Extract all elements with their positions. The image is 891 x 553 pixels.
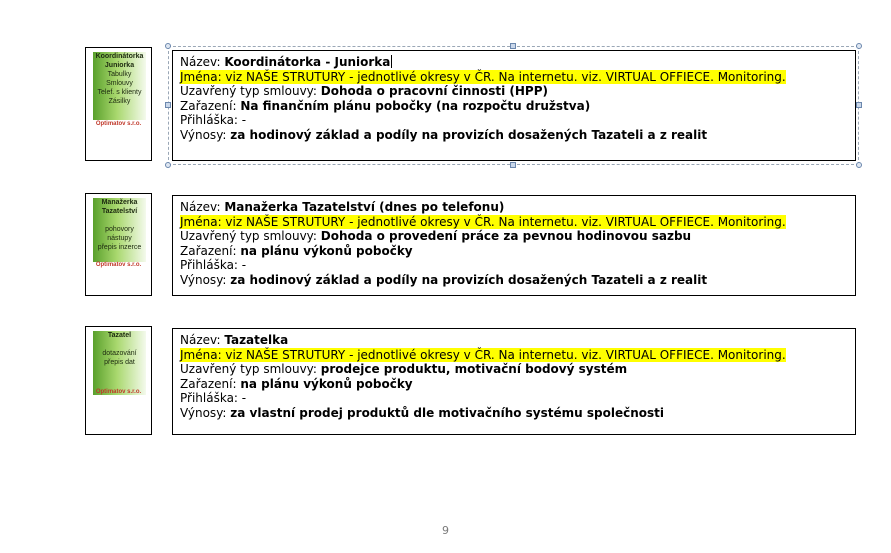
revenue-label: Výnosy: <box>180 272 231 287</box>
role-card-koordinatorka <box>85 47 152 161</box>
entry-names-row <box>180 215 855 230</box>
card-line: Zásilky <box>108 98 131 105</box>
entry-name-row[interactable] <box>180 55 855 70</box>
classification-value: na plánu výkonů pobočky <box>240 376 413 391</box>
entry-revenue-row <box>180 406 855 421</box>
entry-names-row <box>180 348 855 363</box>
entry-classification-row <box>180 244 855 259</box>
card-company-label: Optimatov s.r.o. <box>95 262 142 268</box>
classification-value: na plánu výkonů pobočky <box>240 243 413 258</box>
entry-name-row <box>180 200 855 215</box>
role-card-image <box>93 331 146 395</box>
entry-contract-row <box>180 229 855 244</box>
card-line: Tazatelství <box>101 208 138 215</box>
resize-handle-bottom[interactable] <box>510 162 516 168</box>
classification-value: Na finančním plánu pobočky (na rozpočtu družstva) <box>240 98 591 113</box>
role-entry-manazerka[interactable] <box>172 195 856 296</box>
application-label: Přihláška: <box>180 391 242 405</box>
name-value: Koordinátorka - Juniorka <box>224 55 391 69</box>
card-line: dotazování <box>102 350 137 357</box>
contract-label: Uzavřený typ smlouvy: <box>180 229 321 243</box>
name-value: Manažerka Tazatelství (dnes po telefonu) <box>224 200 505 214</box>
card-line: Smlouvy <box>106 80 133 87</box>
name-label: Název: <box>180 333 225 347</box>
application-label: Přihláška: <box>180 258 242 272</box>
card-line: Tabulky <box>107 71 132 78</box>
revenue-value: za hodinový základ a podíly na provizích dosažených Tazateli a z realit <box>230 127 708 142</box>
classification-label: Zařazení: <box>180 376 241 391</box>
resize-handle-top-left[interactable] <box>165 43 171 49</box>
entry-classification-row <box>180 99 855 114</box>
role-card-image <box>93 198 146 262</box>
contract-value: Dohoda o pracovní činnosti (HPP) <box>320 84 548 98</box>
application-label: Přihláška: <box>180 113 242 127</box>
contract-value: Dohoda o provedení práce za pevnou hodinovou sazbu <box>320 229 692 243</box>
text-cursor <box>391 55 392 68</box>
card-line: pohovory <box>105 226 134 233</box>
entry-contract-row <box>180 84 855 99</box>
revenue-label: Výnosy: <box>180 127 231 142</box>
role-card-image <box>93 52 146 120</box>
entry-name-row <box>180 333 855 348</box>
classification-label: Zařazení: <box>180 98 241 113</box>
name-label: Název: <box>180 200 225 214</box>
card-company-label: Optimatov s.r.o. <box>95 389 142 395</box>
card-company-label: Optimatov s.r.o. <box>95 121 142 127</box>
name-value: Tazatelka <box>224 333 289 347</box>
resize-handle-bottom-right[interactable] <box>856 162 862 168</box>
contract-label: Uzavřený typ smlouvy: <box>180 84 321 98</box>
role-entry-koordinatorka[interactable] <box>172 50 856 161</box>
names-text: Jména: viz NAŠE STRUTURY - jednotlivé okresy v ČR. Na internetu. viz. VIRTUAL OFFIECE. Monitoring. <box>180 69 786 84</box>
card-spacer <box>93 216 146 225</box>
entry-application-row <box>180 258 855 273</box>
revenue-label: Výnosy: <box>180 405 231 420</box>
card-line: Tazatel <box>107 332 132 339</box>
name-label: Název: <box>180 55 225 69</box>
role-card-manazerka <box>85 193 152 296</box>
names-text: Jména: viz NAŠE STRUTURY - jednotlivé okresy v ČR. Na internetu. viz. VIRTUAL OFFIECE. Monitoring. <box>180 347 786 362</box>
resize-handle-left[interactable] <box>165 102 171 108</box>
application-value: - <box>241 258 247 272</box>
card-line: přepis inzerce <box>97 244 142 251</box>
card-line: Koordinátorka <box>95 53 144 60</box>
resize-handle-top[interactable] <box>510 43 516 49</box>
entry-revenue-row <box>180 128 855 143</box>
application-value: - <box>241 391 247 405</box>
classification-label: Zařazení: <box>180 243 241 258</box>
contract-value: prodejce produktu, motivační bodový systém <box>320 362 628 376</box>
role-card-tazatel <box>85 326 152 435</box>
entry-application-row <box>180 391 855 406</box>
entry-classification-row <box>180 377 855 392</box>
card-line: Juniorka <box>104 62 135 69</box>
entry-application-row <box>180 113 855 128</box>
entry-names-row <box>180 70 855 85</box>
revenue-value: za hodinový základ a podíly na provizích dosažených Tazateli a z realit <box>230 272 708 287</box>
card-line: Manažerka <box>101 199 138 206</box>
names-text: Jména: viz NAŠE STRUTURY - jednotlivé okresy v ČR. Na internetu. viz. VIRTUAL OFFIECE. Monitoring. <box>180 214 786 229</box>
contract-label: Uzavřený typ smlouvy: <box>180 362 321 376</box>
card-line: Telef. s klienty <box>97 89 142 96</box>
page-number: 9 <box>442 524 449 537</box>
resize-handle-bottom-left[interactable] <box>165 162 171 168</box>
role-entry-tazatelka[interactable] <box>172 328 856 435</box>
resize-handle-right[interactable] <box>856 102 862 108</box>
application-value: - <box>241 113 247 127</box>
resize-handle-top-right[interactable] <box>856 43 862 49</box>
card-line: přepis dat <box>104 359 135 366</box>
card-spacer <box>93 340 146 349</box>
revenue-value: za vlastní prodej produktů dle motivačního systému společnosti <box>230 405 664 420</box>
entry-contract-row <box>180 362 855 377</box>
entry-revenue-row <box>180 273 855 288</box>
card-line: nástupy <box>107 235 132 242</box>
